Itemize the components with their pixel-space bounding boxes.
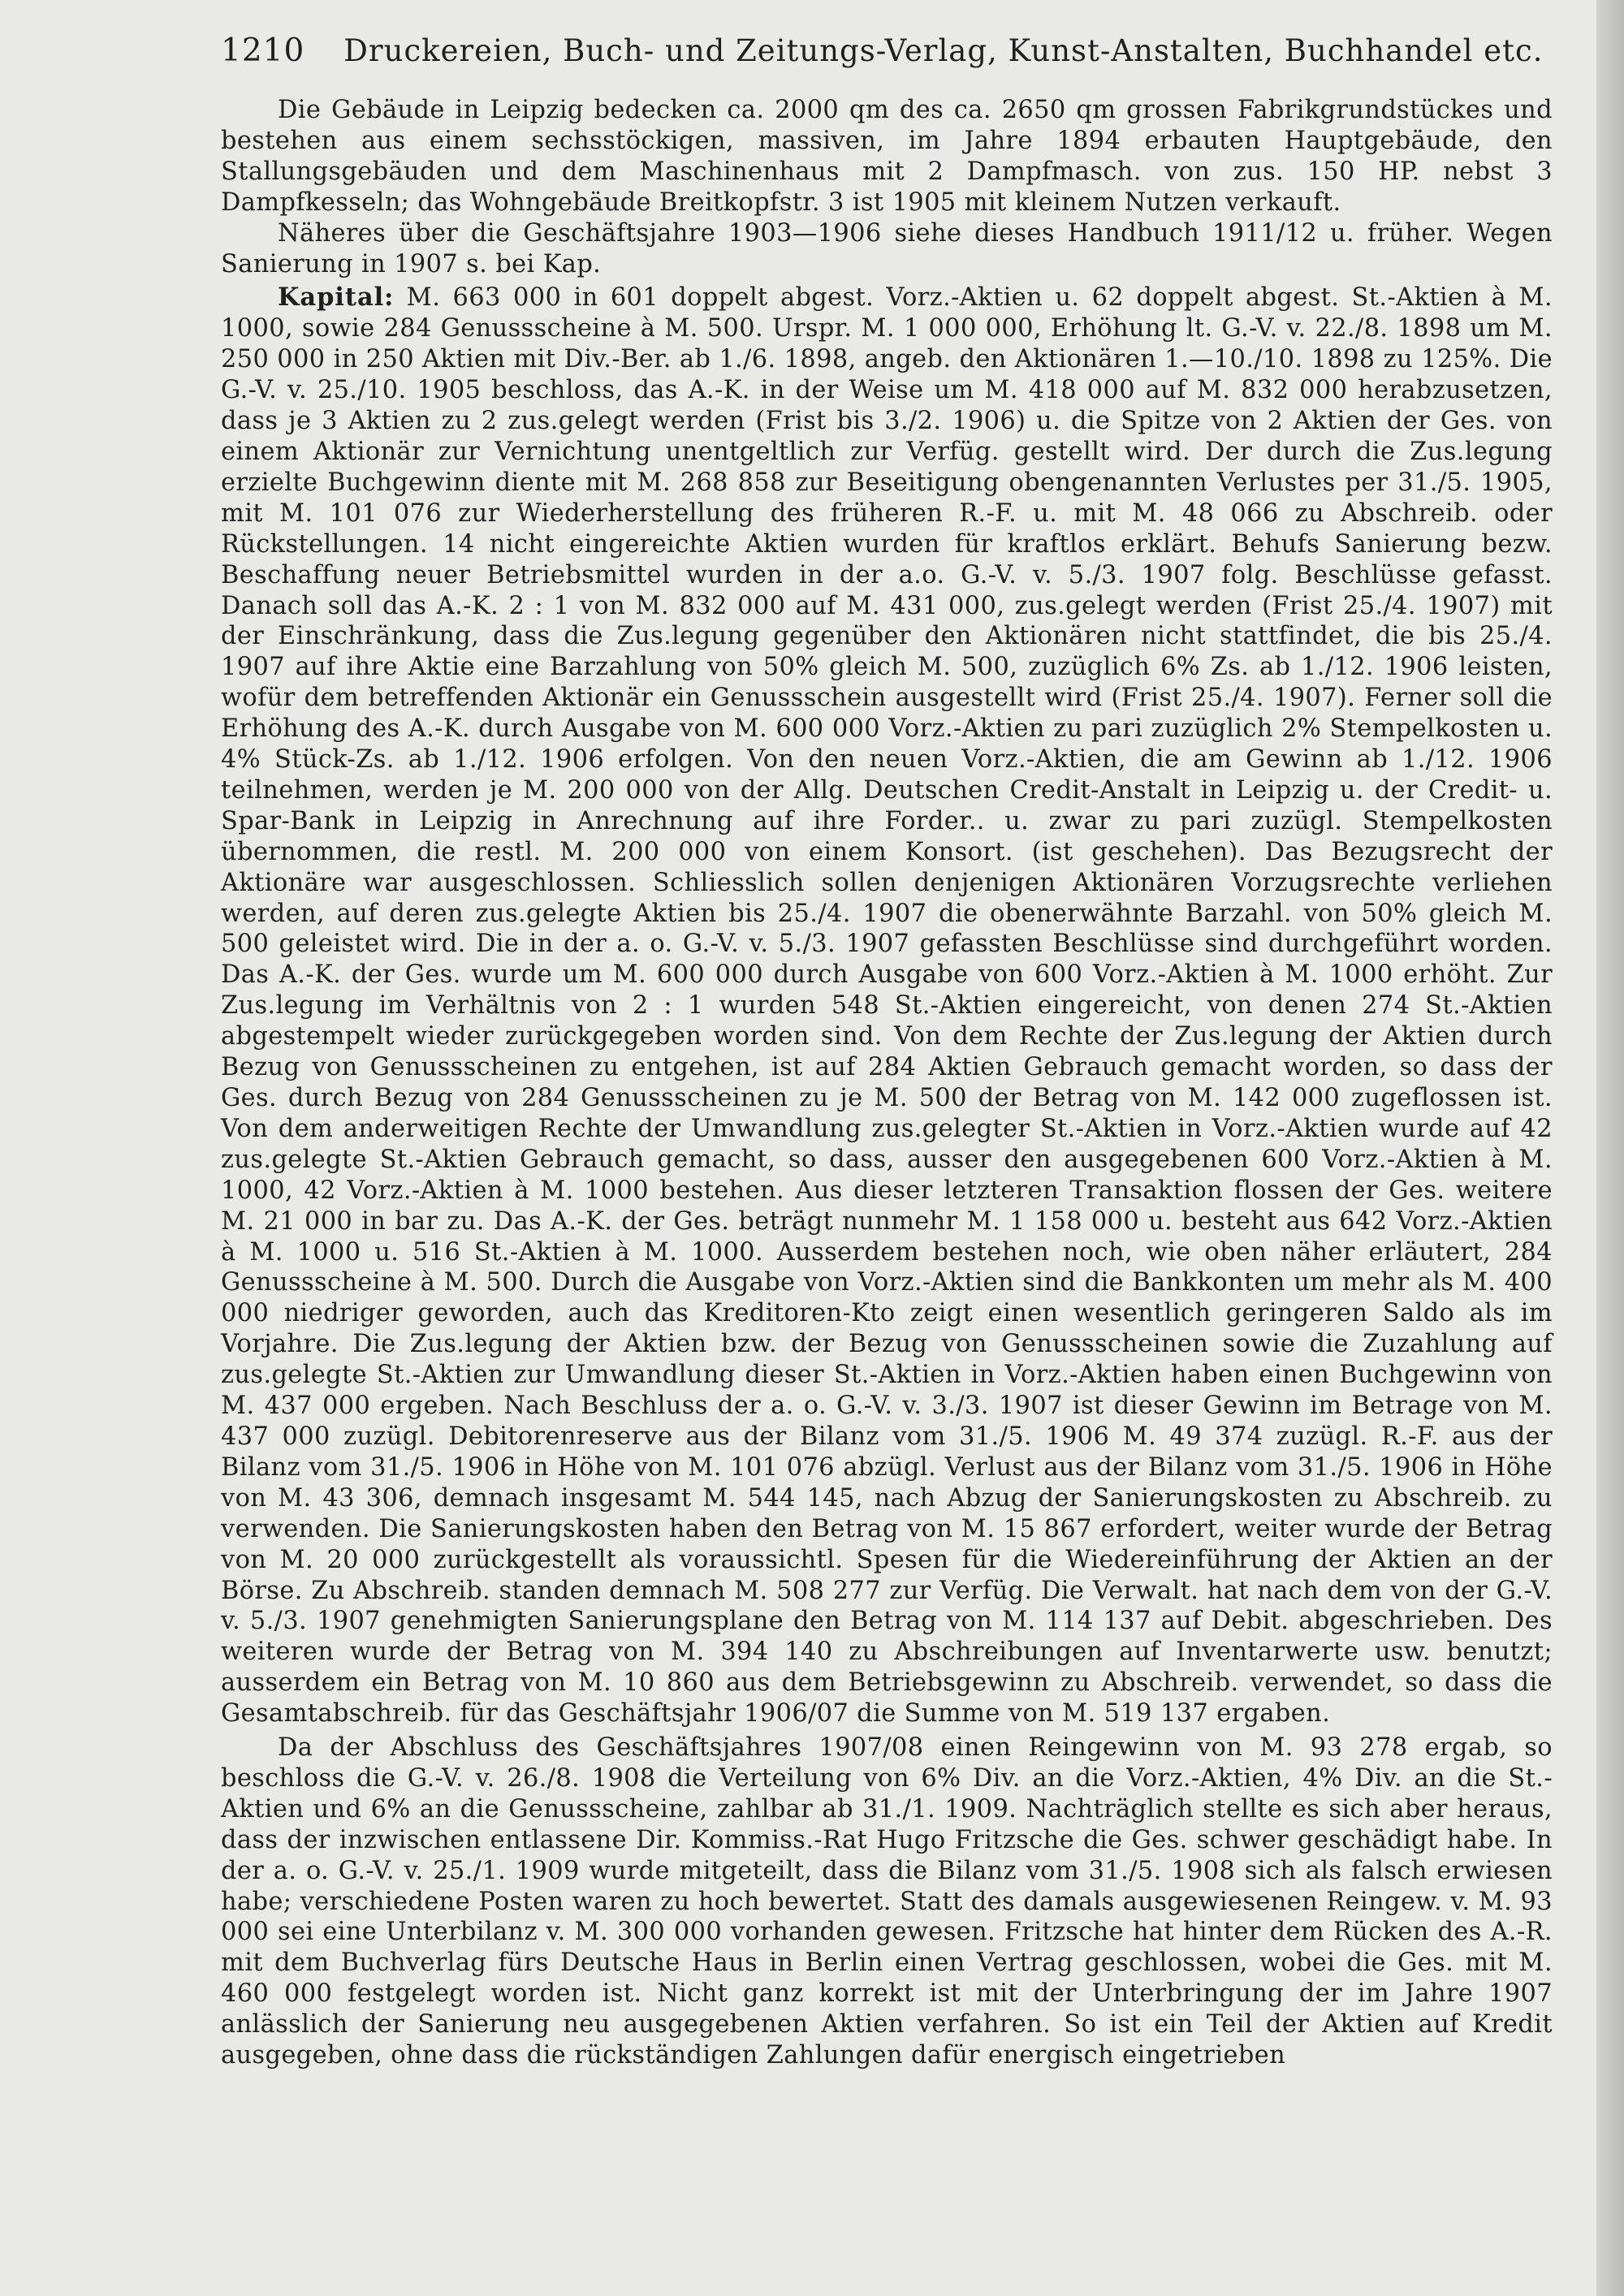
paragraph-fiscal-1907-08: Da der Abschluss des Geschäftsjahres 1907/08 einen Reingewinn von M. 93 278 ergab, so beschloss die G.-V. v. 26./8. 1908 die Verteilung von 6% Div. an die Vorz.-Aktien, 4% Div. an die St.-Aktien und 6% an die Genussscheine, zahlbar ab 31./1. 1909. Nachträglich stellte es sich aber heraus, dass der inzwischen entlassene Dir. Kommiss.-Rat Hugo Fritzsche die Ges. schwer geschädigt habe. In der a. o. G.-V. v. 25./1. 1909 wurde mitgeteilt, dass die Bilanz vom 31./5. 1908 sich als falsch erwiesen habe; verschiedene Posten waren zu hoch bewertet. Statt des damals ausgewiesenen Reingew. v. M. 93 000 sei eine Unterbilanz v. M. 300 000 vorhanden gewesen. Fritzsche hat hinter dem Rücken des A.-R. mit dem Buchverlag fürs Deutsche Haus in Berlin einen Vertrag geschlossen, wobei die Ges. mit M. 460 000 festgelegt worden ist. Nicht ganz korrekt ist mit der Unterbringung der im Jahre 1907 anlässlich der Sanierung neu ausgegebenen Aktien verfahren. So ist ein Teil der Aktien auf Kredit ausgegeben, ohne dass die rückständigen Zahlungen dafür energisch eingetrieben bbox=[221, 1733, 1553, 2070]
document-page bbox=[221, 32, 1553, 2071]
capital-text: M. 663 000 in 601 doppelt abgest. Vorz.-Aktien u. 62 doppelt abgest. St.-Aktien à M. 1000, sowie 284 Genussscheine à M. 500. Urspr. M. 1 000 000, Erhöhung lt. G.-V. v. 22./8. 1898 um M. 250 000 in 250 Aktien mit Div.-Ber. ab 1./6. 1898, angeb. den Aktionären 1.—10./10. 1898 zu 125%. Die G.-V. v. 25./10. 1905 beschloss, das A.-K. in der Weise um M. 418 000 auf M. 832 000 herabzusetzen, dass je 3 Aktien zu 2 zus.gelegt werden (Frist bis 3./2. 1906) u. die Spitze von 2 Aktien der Ges. von einem Aktionär zur Vernichtung unentgeltlich zur Verfüg. gestellt wird. Der durch die Zus.legung erzielte Buchgewinn diente mit M. 268 858 zur Beseitigung obengenannten Verlustes per 31./5. 1905, mit M. 101 076 zur Wiederherstellung des früheren R.-F. u. mit M. 48 066 zu Abschreib. oder Rückstellungen. 14 nicht eingereichte Aktien wurden für kraftlos erklärt. Behufs Sanierung bezw. Beschaffung neuer Betriebsmittel wurden in der a.o. G.-V. v. 5./3. 1907 folg. Beschlüsse gefasst. Danach soll das A.-K. 2 : 1 von M. 832 000 auf M. 431 000, zus.gelegt werden (Frist 25./4. 1907) mit der Einschränkung, dass die Zus.legung gegenüber den Aktionären nicht stattfindet, die bis 25./4. 1907 auf ihre Aktie eine Barzahlung von 50% gleich M. 500, zuzüglich 6% Zs. ab 1./12. 1906 leisten, wofür dem betreffenden Aktionär ein Genussschein ausgestellt wird (Frist 25./4. 1907). Ferner soll die Erhöhung des A.-K. durch Ausgabe von M. 600 000 Vorz.-Aktien zu pari zuzüglich 2% Stempelkosten u. 4% Stück-Zs. ab 1./12. 1906 erfolgen. Von den neuen Vorz.-Aktien, die am Gewinn ab 1./12. 1906 teilnehmen, werden je M. 200 000 von der Allg. Deutschen Credit-Anstalt in Leipzig u. der Credit- u. Spar-Bank in Leipzig in Anrechnung auf ihre Forder.. u. zwar zu pari zuzügl. Stempelkosten übernommen, die restl. M. 200 000 von einem Konsort. (ist geschehen). Das Bezugsrecht der Aktionäre war ausgeschlossen. Schliesslich sollen denjenigen Aktionären Vorzugsrechte verliehen werden, auf deren zus.gelegte Aktien bis 25./4. 1907 die obenerwähnte Barzahl. von 50% gleich M. 500 geleistet wird. Die in der a. o. G.-V. v. 5./3. 1907 gefassten Beschlüsse sind durchgeführt worden. Das A.-K. der Ges. wurde um M. 600 000 durch Ausgabe von 600 Vorz.-Aktien à M. 1000 erhöht. Zur Zus.legung im Verhältnis von 2 : 1 wurden 548 St.-Aktien eingereicht, von denen 274 St.-Aktien abgestempelt wieder zurückgegeben worden sind. Von dem Rechte der Zus.legung der Aktien durch Bezug von Genussscheinen zu entgehen, ist auf 284 Aktien Gebrauch gemacht worden, so dass der Ges. durch Bezug von 284 Genussscheinen zu je M. 500 der Betrag von M. 142 000 zugeflossen ist. Von dem anderweitigen Rechte der Umwandlung zus.gelegter St.-Aktien in Vorz.-Aktien wurde auf 42 zus.gelegte St.-Aktien Gebrauch gemacht, so dass, ausser den ausgegebenen 600 Vorz.-Aktien à M. 1000, 42 Vorz.-Aktien à M. 1000 bestehen. Aus dieser letzteren Transaktion flossen der Ges. weitere M. 21 000 in bar zu. Das A.-K. der Ges. beträgt nunmehr M. 1 158 000 u. besteht aus 642 Vorz.-Aktien à M. 1000 u. 516 St.-Aktien à M. 1000. Ausserdem bestehen noch, wie oben näher erläutert, 284 Genussscheine à M. 500. Durch die Ausgabe von Vorz.-Aktien sind die Bankkonten um mehr als M. 400 000 niedriger geworden, auch das Kreditoren-Kto zeigt einen wesentlich geringeren Saldo als im Vorjahre. Die Zus.legung der Aktien bzw. der Bezug von Genussscheinen sowie die Zuzahlung auf zus.gelegte St.-Aktien zur Umwandlung dieser St.-Aktien in Vorz.-Aktien haben einen Buchgewinn von M. 437 000 ergeben. Nach Beschluss der a. o. G.-V. v. 3./3. 1907 ist dieser Gewinn im Betrage von M. 437 000 zuzügl. Debitorenreserve aus der Bilanz vom 31./5. 1906 M. 49 374 zuzügl. R.-F. aus der Bilanz vom 31./5. 1906 in Höhe von M. 101 076 abzügl. Verlust aus der Bilanz vom 31./5. 1906 in Höhe von M. 43 306, demnach insgesamt M. 544 145, nach Abzug der Sanierungskosten zu Abschreib. zu verwenden. Die Sanierungskosten haben den Betrag von M. 15 867 erfordert, weiter wurde der Betrag von M. 20 000 zurückgestellt als voraussichtl. Spesen für die Wiedereinführung der Aktien an der Börse. Zu Abschreib. standen demnach M. 508 277 zur Verfüg. Die Verwalt. hat nach dem von der G.-V. v. 5./3. 1907 genehmigten Sanierungsplane den Betrag von M. 114 137 auf Debit. abgeschrieben. Des weiteren wurde der Betrag von M. 394 140 zu Abschreibungen auf Inventarwerte usw. benutzt; ausserdem ein Betrag von M. 10 860 aus dem Betriebsgewinn zu Abschreib. verwendet, so dass die Gesamtabschreib. für das Geschäftsjahr 1906/07 die Summe von M. 519 137 ergaben. bbox=[221, 283, 1553, 1728]
scan-edge-shadow bbox=[1596, 0, 1624, 2296]
paragraph-buildings: Die Gebäude in Leipzig bedecken ca. 2000 qm des ca. 2650 qm grossen Fabrikgrundstückes und bestehen aus einem sechsstöckigen, massiven, im Jahre 1894 erbauten Hauptgebäude, den Stallungsgebäuden und dem Maschinenhaus mit 2 Dampfmasch. von zus. 150 HP. nebst 3 Dampfkesseln; das Wohngebäude Breitkopfstr. 3 ist 1905 mit kleinem Nutzen verkauft. bbox=[221, 96, 1553, 217]
capital-heading: Kapital: bbox=[278, 283, 395, 313]
paragraph-capital bbox=[221, 283, 1553, 1729]
running-header bbox=[221, 32, 1553, 69]
page-number: 1210 bbox=[221, 32, 305, 69]
running-title: Druckereien, Buch- und Zeitungs-Verlag, Kunst-Anstalten, Buchhandel etc. bbox=[343, 33, 1544, 68]
paragraph-reference: Näheres über die Geschäftsjahre 1903—1906 siehe dieses Handbuch 1911/12 u. früher. Wegen Sanierung in 1907 s. bei Kap. bbox=[221, 218, 1553, 278]
